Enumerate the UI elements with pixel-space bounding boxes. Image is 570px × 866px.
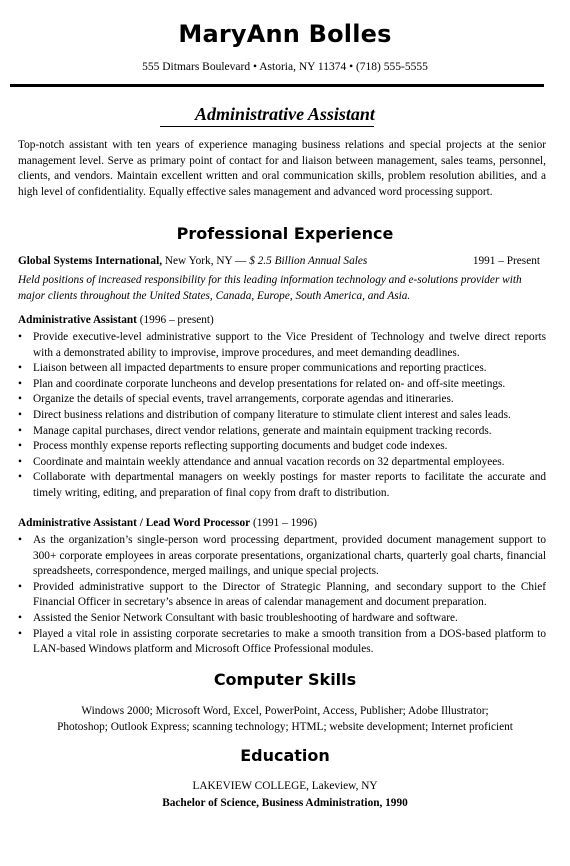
list-item: • Manage capital purchases, direct vendor relations, generate and maintain equipment tracking records. bbox=[18, 424, 546, 440]
experience-heading: Professional Experience bbox=[176, 224, 394, 243]
role-title: Administrative Assistant bbox=[18, 314, 137, 326]
role-bullets bbox=[18, 330, 546, 502]
contact-line: 555 Ditmars Boulevard • Astoria, NY 11374 • (718) 555-5555 bbox=[142, 61, 428, 73]
education-heading: Education bbox=[240, 746, 330, 765]
company-name: Global Systems International, bbox=[18, 255, 163, 267]
bullet-icon: • bbox=[18, 627, 22, 640]
education-degree: Bachelor of Science, Business Administration, 1990 bbox=[162, 797, 408, 809]
list-item: • Provide executive-level administrative support to the Vice President of Technology and twelve direct reports with a demonstrated ability to improvise, improve procedures, and meet demanding deadlines. bbox=[18, 331, 546, 359]
bullet-icon: • bbox=[18, 377, 22, 390]
role-heading bbox=[18, 517, 317, 529]
bullet-icon: • bbox=[18, 424, 22, 437]
skills-line: Windows 2000; Microsoft Word, Excel, PowerPoint, Access, Publisher; Adobe Illustrator; bbox=[81, 705, 489, 717]
list-item: • Coordinate and maintain weekly attendance and annual vacation records on 32 departmental employees. bbox=[18, 455, 546, 471]
bullet-icon: • bbox=[18, 440, 22, 453]
list-item: • Process monthly expense reports reflecting supporting documents and budget code indexes. bbox=[18, 439, 546, 455]
list-item: • Direct business relations and distribution of company literature to stimulate client interest and sales leads. bbox=[18, 408, 546, 424]
company-line bbox=[18, 255, 540, 271]
list-item: • Assisted the Senior Network Consultant with basic troubleshooting of hardware and software. bbox=[18, 611, 546, 627]
skills-block bbox=[0, 704, 570, 735]
list-item: • Provided administrative support to the Director of Strategic Planning, and secondary support to the Chief Financial Officer in secretary’s absence in areas of calendar management and document preparation. bbox=[18, 580, 546, 609]
skills-heading: Computer Skills bbox=[213, 670, 357, 689]
list-item: • Plan and coordinate corporate luncheons and develop presentations for related on- and off-site meetings. bbox=[18, 377, 546, 393]
company-location: New York, NY — bbox=[162, 255, 250, 267]
role-period: (1996 – present) bbox=[136, 314, 214, 326]
list-item: • Played a vital role in assisting corporate secretaries to make a smooth transition from a DOS-based platform to LAN-based Windows platform and Microsoft Office Professional modules. bbox=[18, 627, 546, 656]
list-item: • Collaborate with departmental managers on weekly postings for master reports to facilitate the accurate and timely writing, editing, and preparation of final copy from draft to distribution. bbox=[18, 471, 546, 499]
bullet-icon: • bbox=[18, 362, 22, 375]
objective-title: Administrative Assistant bbox=[195, 104, 375, 124]
company-dates: 1991 – Present bbox=[472, 255, 540, 267]
header-divider bbox=[10, 84, 544, 87]
company-description: Held positions of increased responsibility for this leading information technology and e-solutions provider with major clients throughout the United States, Canada, Europe, South America, and Asia. bbox=[18, 274, 522, 302]
list-item: • As the organization’s single-person word processing department, provided document management support to 300+ corporate employees in areas corporate presentations, organizational charts, quarterly goal charts, financial spreadsheets, correspondence, merged mailings, and unique special projects. bbox=[18, 534, 546, 578]
list-item: • Liaison between all impacted departments to ensure proper communications and reporting practices. bbox=[18, 361, 546, 377]
role-bullets bbox=[18, 533, 546, 658]
bullet-icon: • bbox=[18, 331, 22, 343]
bullet-icon: • bbox=[18, 455, 22, 468]
bullet-icon: • bbox=[18, 534, 22, 546]
bullet-icon: • bbox=[18, 393, 22, 406]
bullet-icon: • bbox=[18, 471, 22, 484]
role-title: Administrative Assistant / Lead Word Processor bbox=[18, 517, 251, 529]
candidate-name: MaryAnn Bolles bbox=[178, 20, 392, 48]
education-school: LAKEVIEW COLLEGE, Lakeview, NY bbox=[192, 780, 378, 792]
company-sales: $ 2.5 Billion Annual Sales bbox=[249, 255, 368, 267]
bullet-icon: • bbox=[18, 408, 22, 421]
role-heading bbox=[18, 314, 214, 326]
bullet-icon: • bbox=[18, 611, 22, 624]
bullet-icon: • bbox=[18, 580, 22, 593]
role-period: (1991 – 1996) bbox=[250, 517, 317, 529]
summary-paragraph: Top-notch assistant with ten years of experience managing business relations and special projects at the senior management level. Serve as primary point of contact for and liaison between management, sales teams, personnel, clients, and vendors. Maintain excellent written and oral communication skills, problem resolution abilities, and a high level of confidentiality. Equally effective sales management and advanced word processing support. bbox=[18, 139, 546, 198]
objective-underline bbox=[160, 126, 374, 127]
skills-line: Photoshop; Outlook Express; scanning technology; HTML; website development; Internet proficient bbox=[57, 720, 513, 733]
education-block bbox=[0, 778, 570, 812]
list-item: • Organize the details of special events, travel arrangements, corporate agendas and itineraries. bbox=[18, 392, 546, 408]
